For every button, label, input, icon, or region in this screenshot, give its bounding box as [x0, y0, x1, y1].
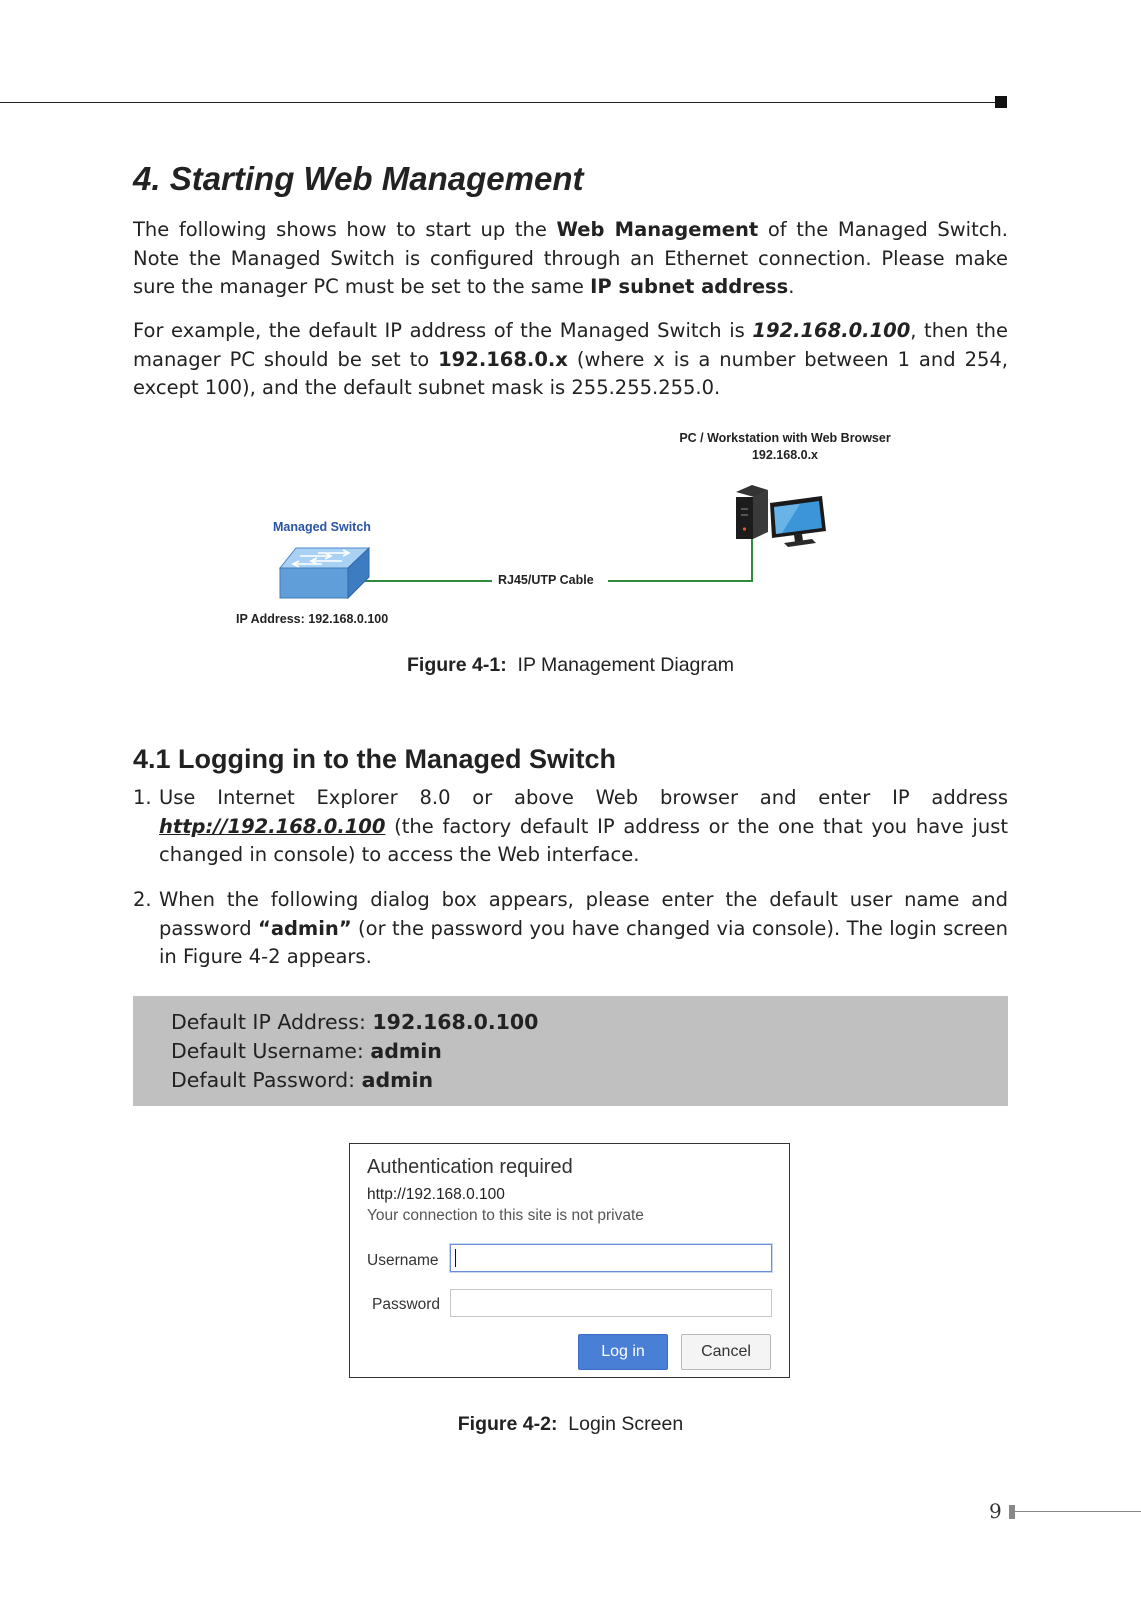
- subsection-title: 4.1 Logging in to the Managed Switch: [133, 744, 617, 774]
- intro-text: of the Managed Switch. Note the Managed Switch is configured through an Ethernet connection. Please make sure the manager PC must be set to the same: [133, 218, 1008, 298]
- section-title: 4. Starting Web Management: [133, 160, 584, 197]
- login-button[interactable]: Log in: [578, 1334, 668, 1370]
- step-text: When the following dialog box appears, please enter the default user name and password: [159, 888, 1008, 940]
- username-input[interactable]: [450, 1244, 772, 1272]
- example-text: (where x is a number between 1 and 254, except 100), and the default subnet mask is 255.255.255.0.: [133, 347, 1008, 399]
- footer-rule: [1015, 1511, 1141, 1512]
- password-input[interactable]: [450, 1289, 772, 1317]
- default-url-link[interactable]: http://192.168.0.100: [159, 814, 386, 838]
- admin-emphasis: “admin”: [258, 916, 352, 940]
- dialog-url: http://192.168.0.100: [367, 1186, 505, 1203]
- intro-text: The following shows how to start up the: [133, 218, 557, 241]
- default-username-label: Default Username:: [171, 1039, 371, 1063]
- list-item: [133, 784, 1008, 870]
- pc-label: [650, 430, 920, 464]
- dialog-title: Authentication required: [367, 1156, 573, 1178]
- default-ip-label: Default IP Address:: [171, 1010, 373, 1034]
- steps-list: [133, 886, 1008, 972]
- pc-label-title: PC / Workstation with Web Browser: [679, 431, 891, 445]
- intro-text: .: [788, 275, 795, 298]
- cancel-button[interactable]: Cancel: [681, 1334, 771, 1370]
- list-item: [133, 886, 1008, 972]
- login-dialog: [349, 1143, 790, 1378]
- example-text: For example, the default IP address of the Managed Switch is: [133, 319, 753, 342]
- pc-ip-emphasis: 192.168.0.x: [438, 347, 568, 371]
- default-ip-value: 192.168.0.100: [372, 1010, 539, 1034]
- page-number: 9: [989, 1499, 1002, 1523]
- ip-subnet-emphasis: IP subnet address: [590, 275, 789, 298]
- switch-ip-label: IP Address: 192.168.0.100: [236, 612, 389, 626]
- default-password-value: admin: [361, 1068, 434, 1092]
- figure-title: IP Management Diagram: [517, 654, 734, 676]
- step-text: (the factory default IP address or the one that you have just changed in console) to access the Web interface.: [159, 814, 1008, 866]
- header-marker: [995, 96, 1007, 108]
- dialog-warning: Your connection to this site is not private: [367, 1207, 644, 1224]
- example-paragraph: [133, 317, 1008, 403]
- example-text: , then the manager PC should be set to: [133, 319, 1008, 371]
- default-ip-line: [171, 1010, 538, 1034]
- step-text: (or the password you have changed via console). The login screen in Figure 4-2 appears.: [159, 916, 1008, 968]
- switch-icon: [280, 548, 369, 598]
- list-number: 1.: [133, 786, 152, 809]
- text-caret: [455, 1249, 456, 1267]
- figure-4-2-caption: [0, 1413, 1141, 1436]
- default-password-label: Default Password:: [171, 1068, 362, 1092]
- password-label: Password: [372, 1296, 441, 1313]
- switch-label: Managed Switch: [273, 520, 371, 534]
- default-password-line: [171, 1068, 433, 1092]
- default-ip-emphasis: 192.168.0.100: [752, 319, 911, 342]
- pc-workstation-icon: [736, 485, 826, 547]
- default-username-line: [171, 1039, 442, 1063]
- header-rule: [0, 102, 995, 103]
- intro-paragraph: [133, 216, 1008, 302]
- pc-label-ip: 192.168.0.x: [751, 448, 819, 462]
- username-label: Username: [367, 1252, 439, 1269]
- cable-label: RJ45/UTP Cable: [498, 573, 594, 587]
- default-username-value: admin: [370, 1039, 442, 1063]
- footer-marker: [1009, 1505, 1015, 1519]
- figure-number: Figure 4-1:: [407, 654, 507, 676]
- web-management-emphasis: Web Management: [556, 218, 759, 241]
- figure-number: Figure 4-2:: [457, 1413, 558, 1435]
- figure-title: Login Screen: [568, 1413, 684, 1435]
- defaults-info-box: [133, 996, 1008, 1106]
- steps-list: [133, 784, 1008, 870]
- list-number: 2.: [133, 888, 152, 911]
- step-text: Use Internet Explorer 8.0 or above Web browser and enter IP address: [159, 786, 1008, 809]
- figure-4-1-caption: [0, 654, 1141, 677]
